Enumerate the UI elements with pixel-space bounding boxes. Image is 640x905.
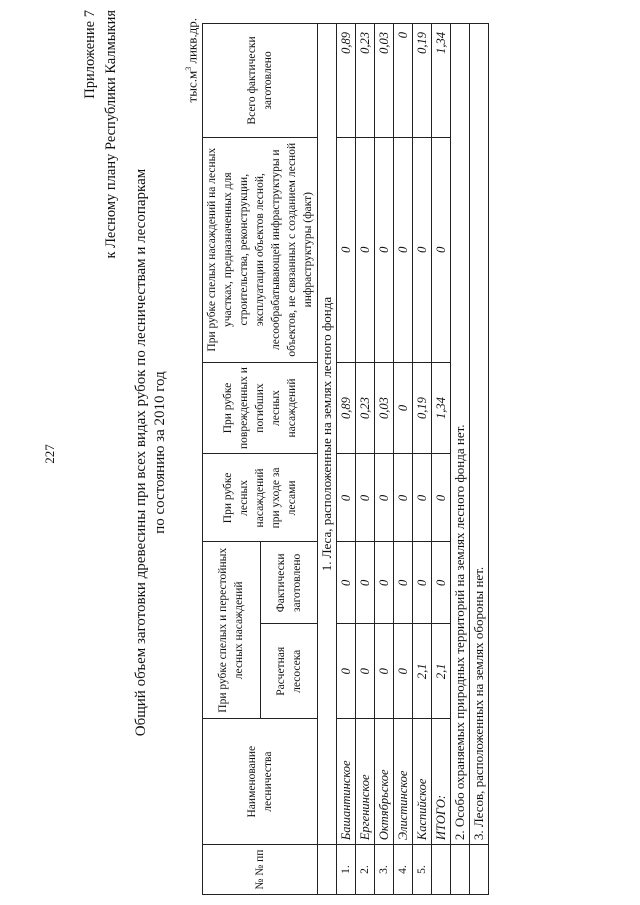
unit-post: ликв.др. bbox=[184, 18, 200, 67]
row-care: 0 bbox=[413, 454, 432, 542]
table-row bbox=[394, 24, 413, 895]
unit-pre: тыс.м bbox=[184, 70, 200, 103]
row-care: 0 bbox=[356, 454, 375, 542]
total-calc: 2,1 bbox=[432, 624, 451, 719]
header-damaged-felling: При рубке поврежденных и погибших лесных насаждений bbox=[203, 362, 318, 454]
header-infrastructure-felling: При рубке спелых насаждений на лесных участках, предназначенных для строительства, реконструкции, эксплуатации объектов лесной, лесообрабатывающей инфраструктуры и объектов, не связанных с созданием лесной инфраструктуры (факт) bbox=[203, 137, 318, 362]
row-infra: 0 bbox=[375, 137, 394, 362]
total-care: 0 bbox=[432, 454, 451, 542]
header-main-felling: При рубке спелых и перестойных лесных насаждений bbox=[203, 542, 261, 719]
row-total: 0,19 bbox=[413, 24, 432, 138]
section-row-2 bbox=[451, 24, 470, 895]
appendix-line-1: Приложение 7 bbox=[82, 10, 98, 99]
row-name: Октябрьское bbox=[375, 719, 394, 845]
row-care: 0 bbox=[375, 454, 394, 542]
section-2-label: 2. Особо охраняемых природных территорий на землях лесного фонда нет. bbox=[451, 24, 470, 845]
row-fact: 0 bbox=[337, 542, 356, 624]
row-total: 0 bbox=[394, 24, 413, 138]
row-infra: 0 bbox=[394, 137, 413, 362]
header-row-1 bbox=[203, 24, 261, 895]
header-name: Наименование лесничества bbox=[203, 719, 318, 845]
row-infra: 0 bbox=[413, 137, 432, 362]
row-total: 0,03 bbox=[375, 24, 394, 138]
row-total: 0,89 bbox=[337, 24, 356, 138]
total-total: 1,34 bbox=[432, 24, 451, 138]
total-infra: 0 bbox=[432, 137, 451, 362]
section-row-3 bbox=[470, 24, 489, 895]
section-row-1 bbox=[318, 24, 337, 895]
appendix-caption bbox=[80, 10, 122, 259]
row-fact: 0 bbox=[413, 542, 432, 624]
table-row bbox=[375, 24, 394, 895]
row-care: 0 bbox=[394, 454, 413, 542]
table-row bbox=[413, 24, 432, 895]
section-1-label: 1. Леса, расположенные на землях лесного фонда bbox=[318, 24, 337, 845]
row-care: 0 bbox=[337, 454, 356, 542]
row-damaged: 0,23 bbox=[356, 362, 375, 454]
total-damaged: 1,34 bbox=[432, 362, 451, 454]
header-actually-harvested: Фактически заготовлено bbox=[260, 542, 318, 624]
row-infra: 0 bbox=[356, 137, 375, 362]
row-damaged: 0,03 bbox=[375, 362, 394, 454]
header-calculated-area: Расчетная лесосека bbox=[260, 624, 318, 719]
row-calc: 0 bbox=[356, 624, 375, 719]
row-fact: 0 bbox=[356, 542, 375, 624]
appendix-line-2: к Лесному плану Республики Калмыкия bbox=[103, 10, 119, 259]
row-name: Башантинское bbox=[337, 719, 356, 845]
unit-sup: 3 bbox=[184, 66, 193, 71]
title-line-1: Общий объем заготовки древесины при всех видах рубок по лесничествам и лесопаркам bbox=[133, 168, 149, 737]
row-damaged: 0,19 bbox=[413, 362, 432, 454]
table-row bbox=[337, 24, 356, 895]
row-fact: 0 bbox=[375, 542, 394, 624]
row-calc: 2,1 bbox=[413, 624, 432, 719]
row-calc: 0 bbox=[394, 624, 413, 719]
row-no: 3. bbox=[375, 845, 394, 895]
row-calc: 0 bbox=[375, 624, 394, 719]
harvest-table bbox=[202, 23, 489, 895]
header-care-felling: При рубке лесных насаждений при уходе за лесами bbox=[203, 454, 318, 542]
page-number: 227 bbox=[42, 444, 57, 464]
header-no: № № пп bbox=[203, 845, 318, 895]
row-damaged: 0,89 bbox=[337, 362, 356, 454]
row-no: 2. bbox=[356, 845, 375, 895]
row-total: 0,23 bbox=[356, 24, 375, 138]
header-total: Всего фактически заготовлено bbox=[203, 24, 318, 138]
row-calc: 0 bbox=[337, 624, 356, 719]
table-row bbox=[356, 24, 375, 895]
row-name: Элистинское bbox=[394, 719, 413, 845]
unit-label bbox=[184, 18, 200, 102]
row-name: Каспийское bbox=[413, 719, 432, 845]
total-fact: 0 bbox=[432, 542, 451, 624]
row-damaged: 0 bbox=[394, 362, 413, 454]
row-no: 5. bbox=[413, 845, 432, 895]
section-3-label: 3. Лесов, расположенных на землях обороны нет. bbox=[470, 24, 489, 845]
total-row bbox=[432, 24, 451, 895]
title-line-2: по состоянию за 2010 год bbox=[152, 371, 168, 534]
row-name: Ергенинское bbox=[356, 719, 375, 845]
row-infra: 0 bbox=[337, 137, 356, 362]
rotated-page-content bbox=[80, 0, 600, 905]
total-label: ИТОГО: bbox=[432, 719, 451, 845]
row-no: 1. bbox=[337, 845, 356, 895]
row-fact: 0 bbox=[394, 542, 413, 624]
document-title bbox=[132, 0, 170, 905]
row-no: 4. bbox=[394, 845, 413, 895]
